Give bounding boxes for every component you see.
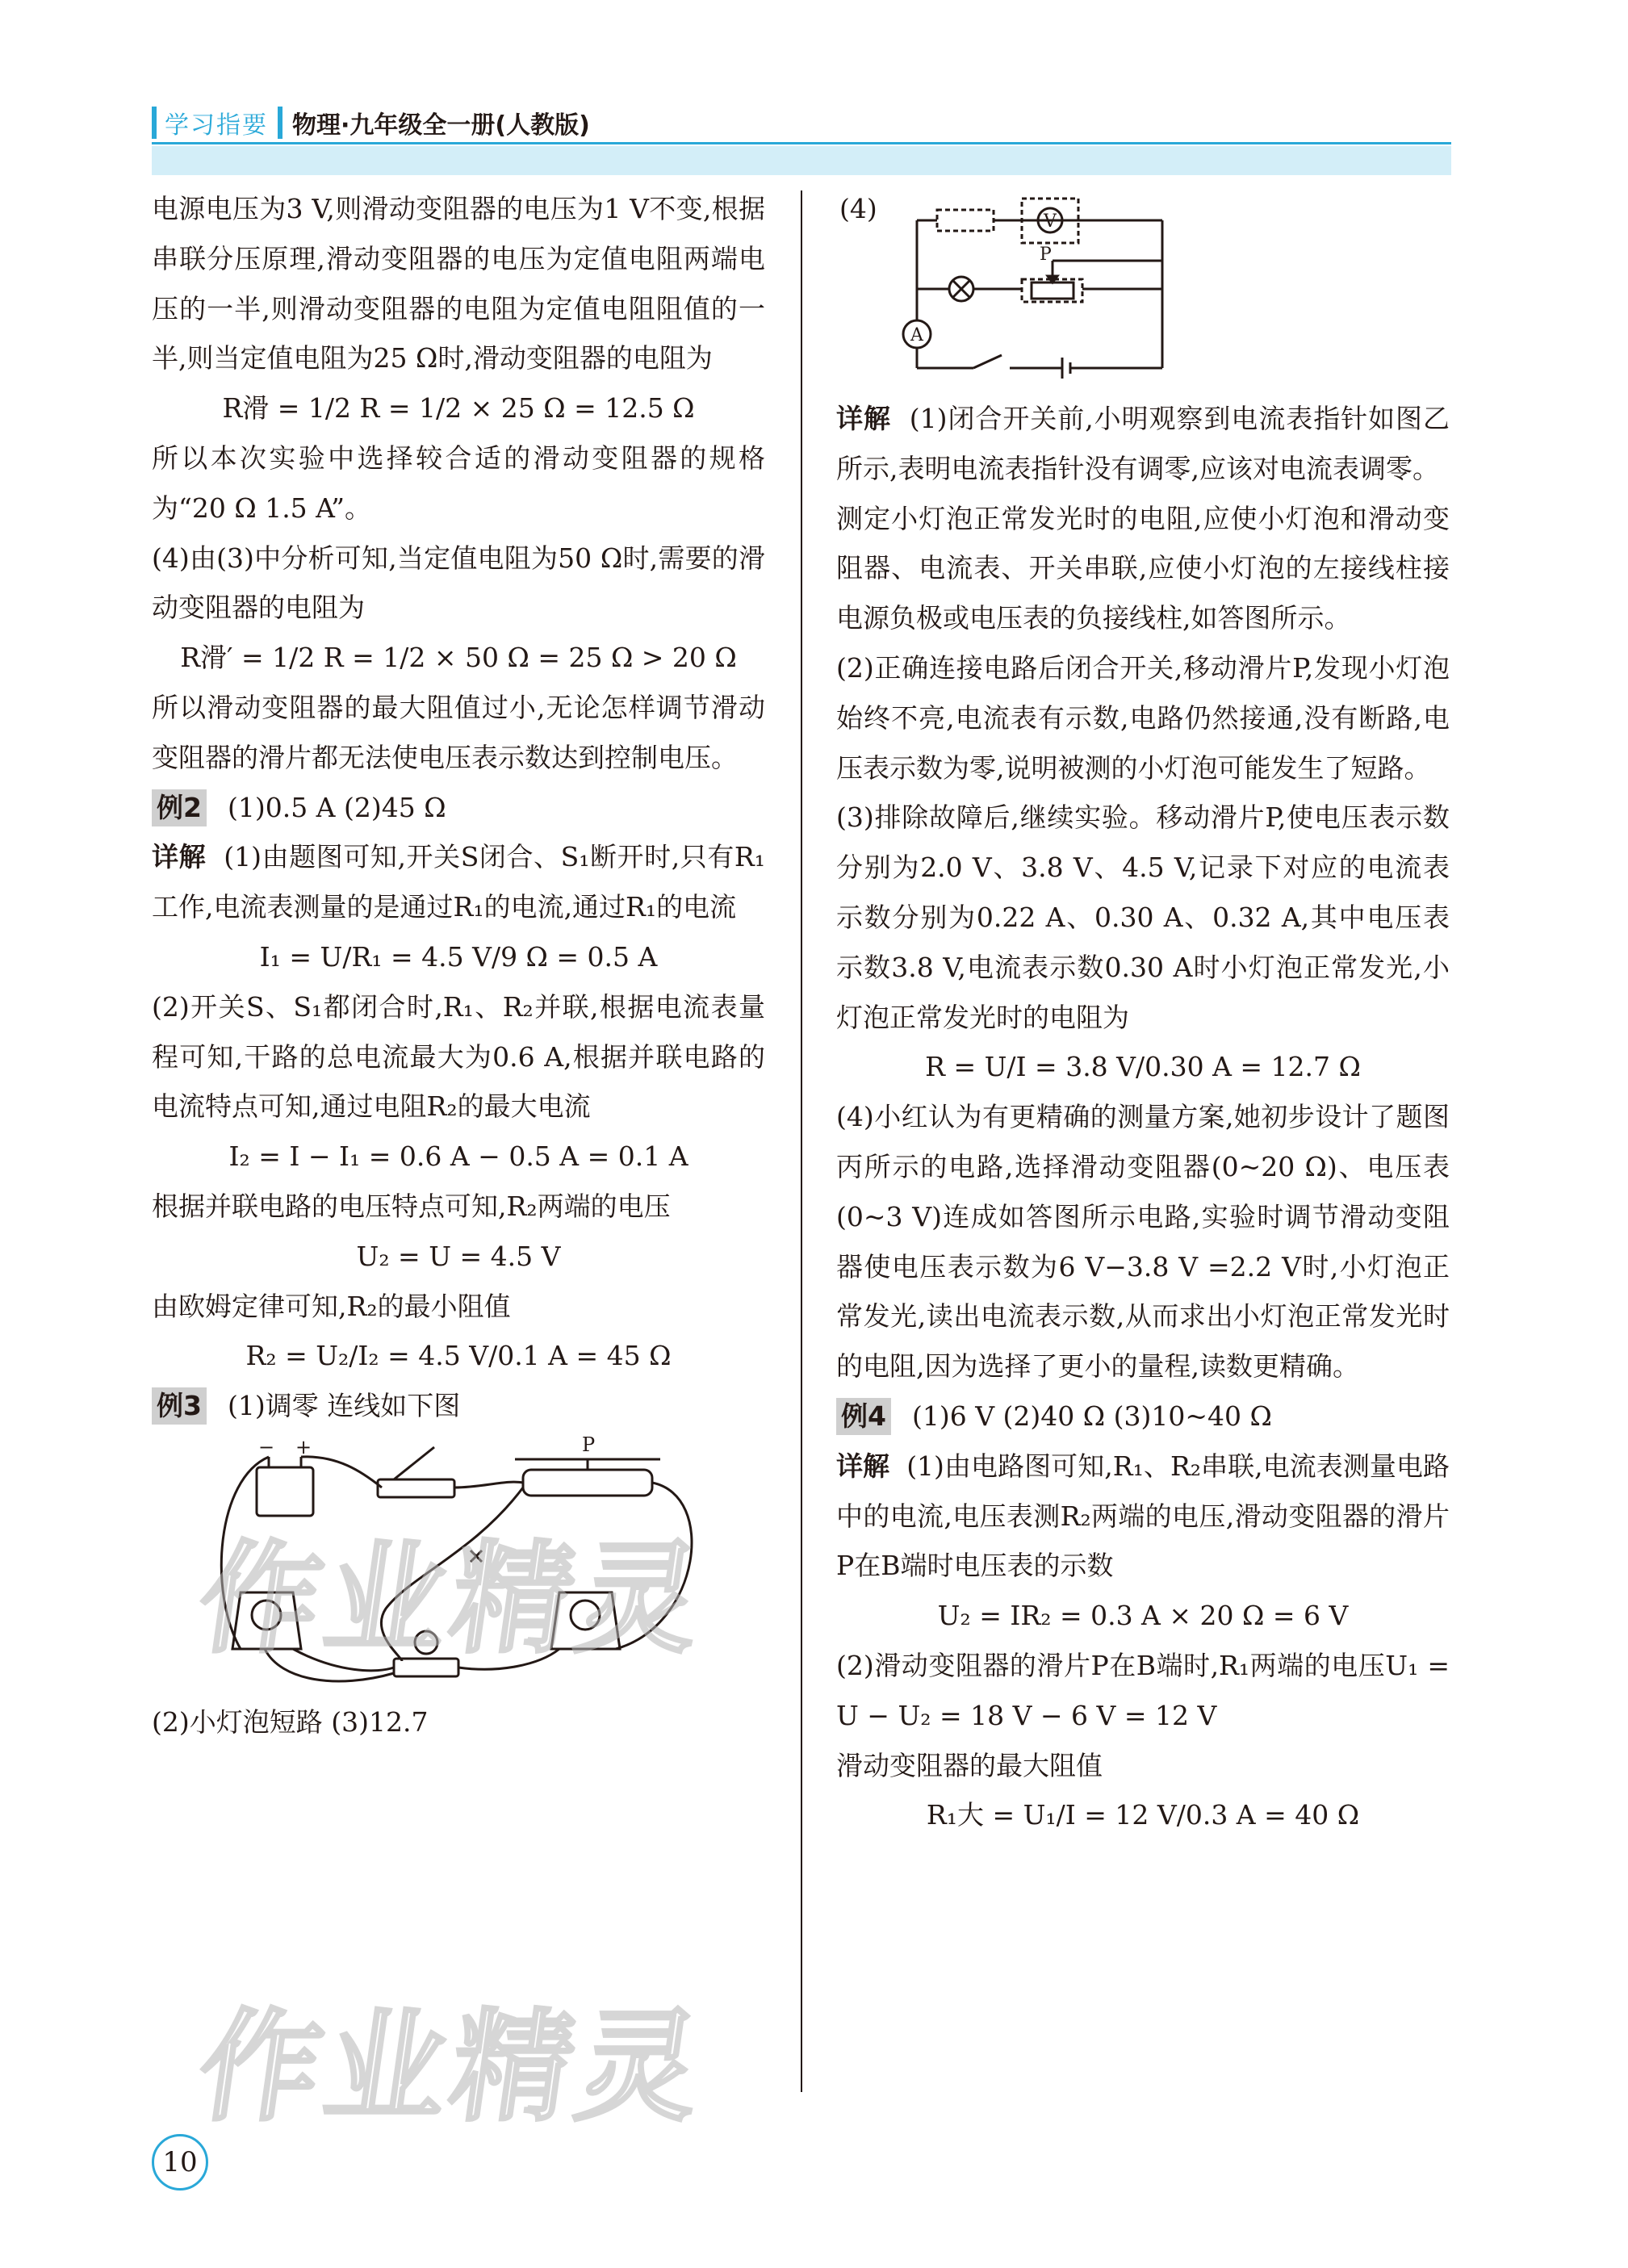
header-accent-bar [152, 107, 157, 139]
paragraph: 所以本次实验中选择较合适的滑动变阻器的规格为“20 Ω 1.5 A”。 [152, 441, 765, 524]
equation: U₂ = IR₂ = 0.3 A × 20 Ω = 6 V [937, 1600, 1349, 1632]
paragraph: (2)滑动变阻器的滑片P在B端时,R₁两端的电压U₁ = U − U₂ = 18 V − 6 V = 12 V [836, 1649, 1450, 1731]
page-number: 10 [152, 2134, 208, 2191]
equation: R₁大 = U₁/I = 12 V/0.3 A = 40 Ω [926, 1799, 1360, 1831]
circuit-schematic [868, 192, 1207, 386]
battery-minus-label: − [258, 1435, 275, 1458]
equation: R₂ = U₂/I₂ = 4.5 V/0.1 A = 45 Ω [245, 1340, 672, 1372]
paragraph-text: (1)闭合开关前,小明观察到电流表指针如图乙所示,表明电流表指针没有调零,应该对电流表调零。 [836, 403, 1450, 484]
header-band [152, 146, 1451, 175]
voltmeter-symbol: V [1044, 211, 1057, 232]
equation: R滑′ = 1/2 R = 1/2 × 50 Ω = 25 Ω > 20 Ω [180, 642, 737, 674]
page-header [152, 102, 590, 144]
header-separator [278, 107, 282, 139]
paragraph: 滑动变阻器的最大阻值 [836, 1749, 1103, 1781]
example-4-heading [836, 1391, 1450, 1442]
circuit-diagram-block [836, 184, 1450, 394]
battery-plus-label: + [295, 1435, 312, 1458]
paragraph: 由欧姆定律可知,R₂的最小阻值 [152, 1290, 511, 1322]
example-2-heading [152, 783, 765, 833]
example-3-heading [152, 1381, 765, 1431]
series-title: 学习指要 [165, 111, 268, 140]
detail-label: 详解 [152, 841, 207, 873]
example-answer: (1)0.5 A (2)45 Ω [227, 791, 446, 823]
paragraph: (4)小红认为有更精确的测量方案,她初步设计了题图丙所示的电路,选择滑动变阻器(0~20 Ω)、电压表(0~3 V)连成如答图所示电路,实验时调节滑动变阻器使电压表示数为6 V−3.8 V =2.2 V时,小灯泡正常发光,读出电流表示数,从而求出小灯泡正常发光时的电阻,因为选择了更小的量程,读数更精确。 [836, 1101, 1450, 1383]
paragraph: 电源电压为3 V,则滑动变阻器的电压为1 V不变,根据串联分压原理,滑动变阻器的电压为定值电阻两端电压的一半,则滑动变阻器的电阻为定值电阻阻值的一半,则当定值电阻为25 Ω时,滑动变阻器的电阻为 [152, 193, 765, 375]
example-tag: 例4 [836, 1398, 891, 1435]
equation: U₂ = U = 4.5 V [356, 1240, 561, 1272]
equation: I₁ = U/R₁ = 4.5 V/9 Ω = 0.5 A [259, 940, 658, 973]
ammeter-symbol: A [910, 325, 923, 345]
paragraph: (2)正确连接电路后闭合开关,移动滑片P,发现小灯泡始终不亮,电流表有示数,电路仍然接通,没有断路,电压表示数为零,说明被测的小灯泡可能发生了短路。 [836, 651, 1450, 784]
paragraph-text: (1)由电路图可知,R₁、R₂串联,电流表测量电路中的电流,电压表测R₂两端的电压,滑动变阻器的滑片P在B端时电压表的示数 [836, 1450, 1450, 1582]
paragraph: 测定小灯泡正常发光时的电阻,应使小灯泡和滑动变阻器、电流表、开关串联,应使小灯泡的左接线柱接电源负极或电压表的负接线柱,如答图所示。 [836, 502, 1450, 634]
watermark: 作业精灵 [190, 1529, 714, 1670]
paragraph [836, 394, 1450, 494]
paragraph [836, 1442, 1450, 1591]
example-3-answer-tail: (2)小灯泡短路 (3)12.7 [152, 1705, 429, 1738]
equation: I₂ = I − I₁ = 0.6 A − 0.5 A = 0.1 A [228, 1140, 688, 1173]
example-tag: 例2 [152, 789, 207, 826]
column-divider [801, 190, 802, 2092]
paragraph [152, 832, 765, 932]
example-answer: (1)6 V (2)40 Ω (3)10~40 Ω [911, 1400, 1272, 1432]
figure-label: (4) [839, 193, 877, 224]
detail-label: 详解 [836, 1450, 890, 1482]
watermark: 作业精灵 [190, 1998, 714, 2138]
paragraph: (2)开关S、S₁都闭合时,R₁、R₂并联,根据电流表量程可知,干路的总电流最大为0.6 A,根据并联电路的电流特点可知,通过电阻R₂的最大电流 [152, 990, 765, 1123]
equation: R = U/I = 3.8 V/0.30 A = 12.7 Ω [925, 1051, 1361, 1083]
paragraph-text: (1)由题图可知,开关S闭合、S₁断开时,只有R₁工作,电流表测量的是通过R₁的电流,通过R₁的电流 [152, 841, 766, 923]
book-title: 物理·九年级全一册(人教版) [292, 111, 590, 140]
equation: R滑 = 1/2 R = 1/2 × 25 Ω = 12.5 Ω [222, 392, 695, 425]
paragraph: (4)由(3)中分析可知,当定值电阻为50 Ω时,需要的滑动变阻器的电阻为 [152, 542, 765, 624]
detail-label: 详解 [836, 403, 891, 434]
slider-label: P [1040, 245, 1052, 265]
right-column [836, 184, 1450, 1840]
example-answer: (1)调零 连线如下图 [227, 1390, 461, 1422]
slider-label: P [582, 1433, 596, 1456]
example-tag: 例3 [152, 1387, 207, 1425]
paragraph: (3)排除故障后,继续实验。移动滑片P,使电压表示数分别为2.0 V、3.8 V、4.5 V,记录下对应的电流表示数分别为0.22 A、0.30 A、0.32 A,其中电压表示数3.8 V,电流表示数0.30 A时小灯泡正常发光,小灯泡正常发光时的电阻为 [836, 801, 1450, 1033]
paragraph: 根据并联电路的电压特点可知,R₂两端的电压 [152, 1190, 671, 1222]
header-rule [152, 142, 1451, 144]
paragraph: 所以滑动变阻器的最大阻值过小,无论怎样调节滑动变阻器的滑片都无法使电压表示数达到控制电压。 [152, 691, 765, 773]
